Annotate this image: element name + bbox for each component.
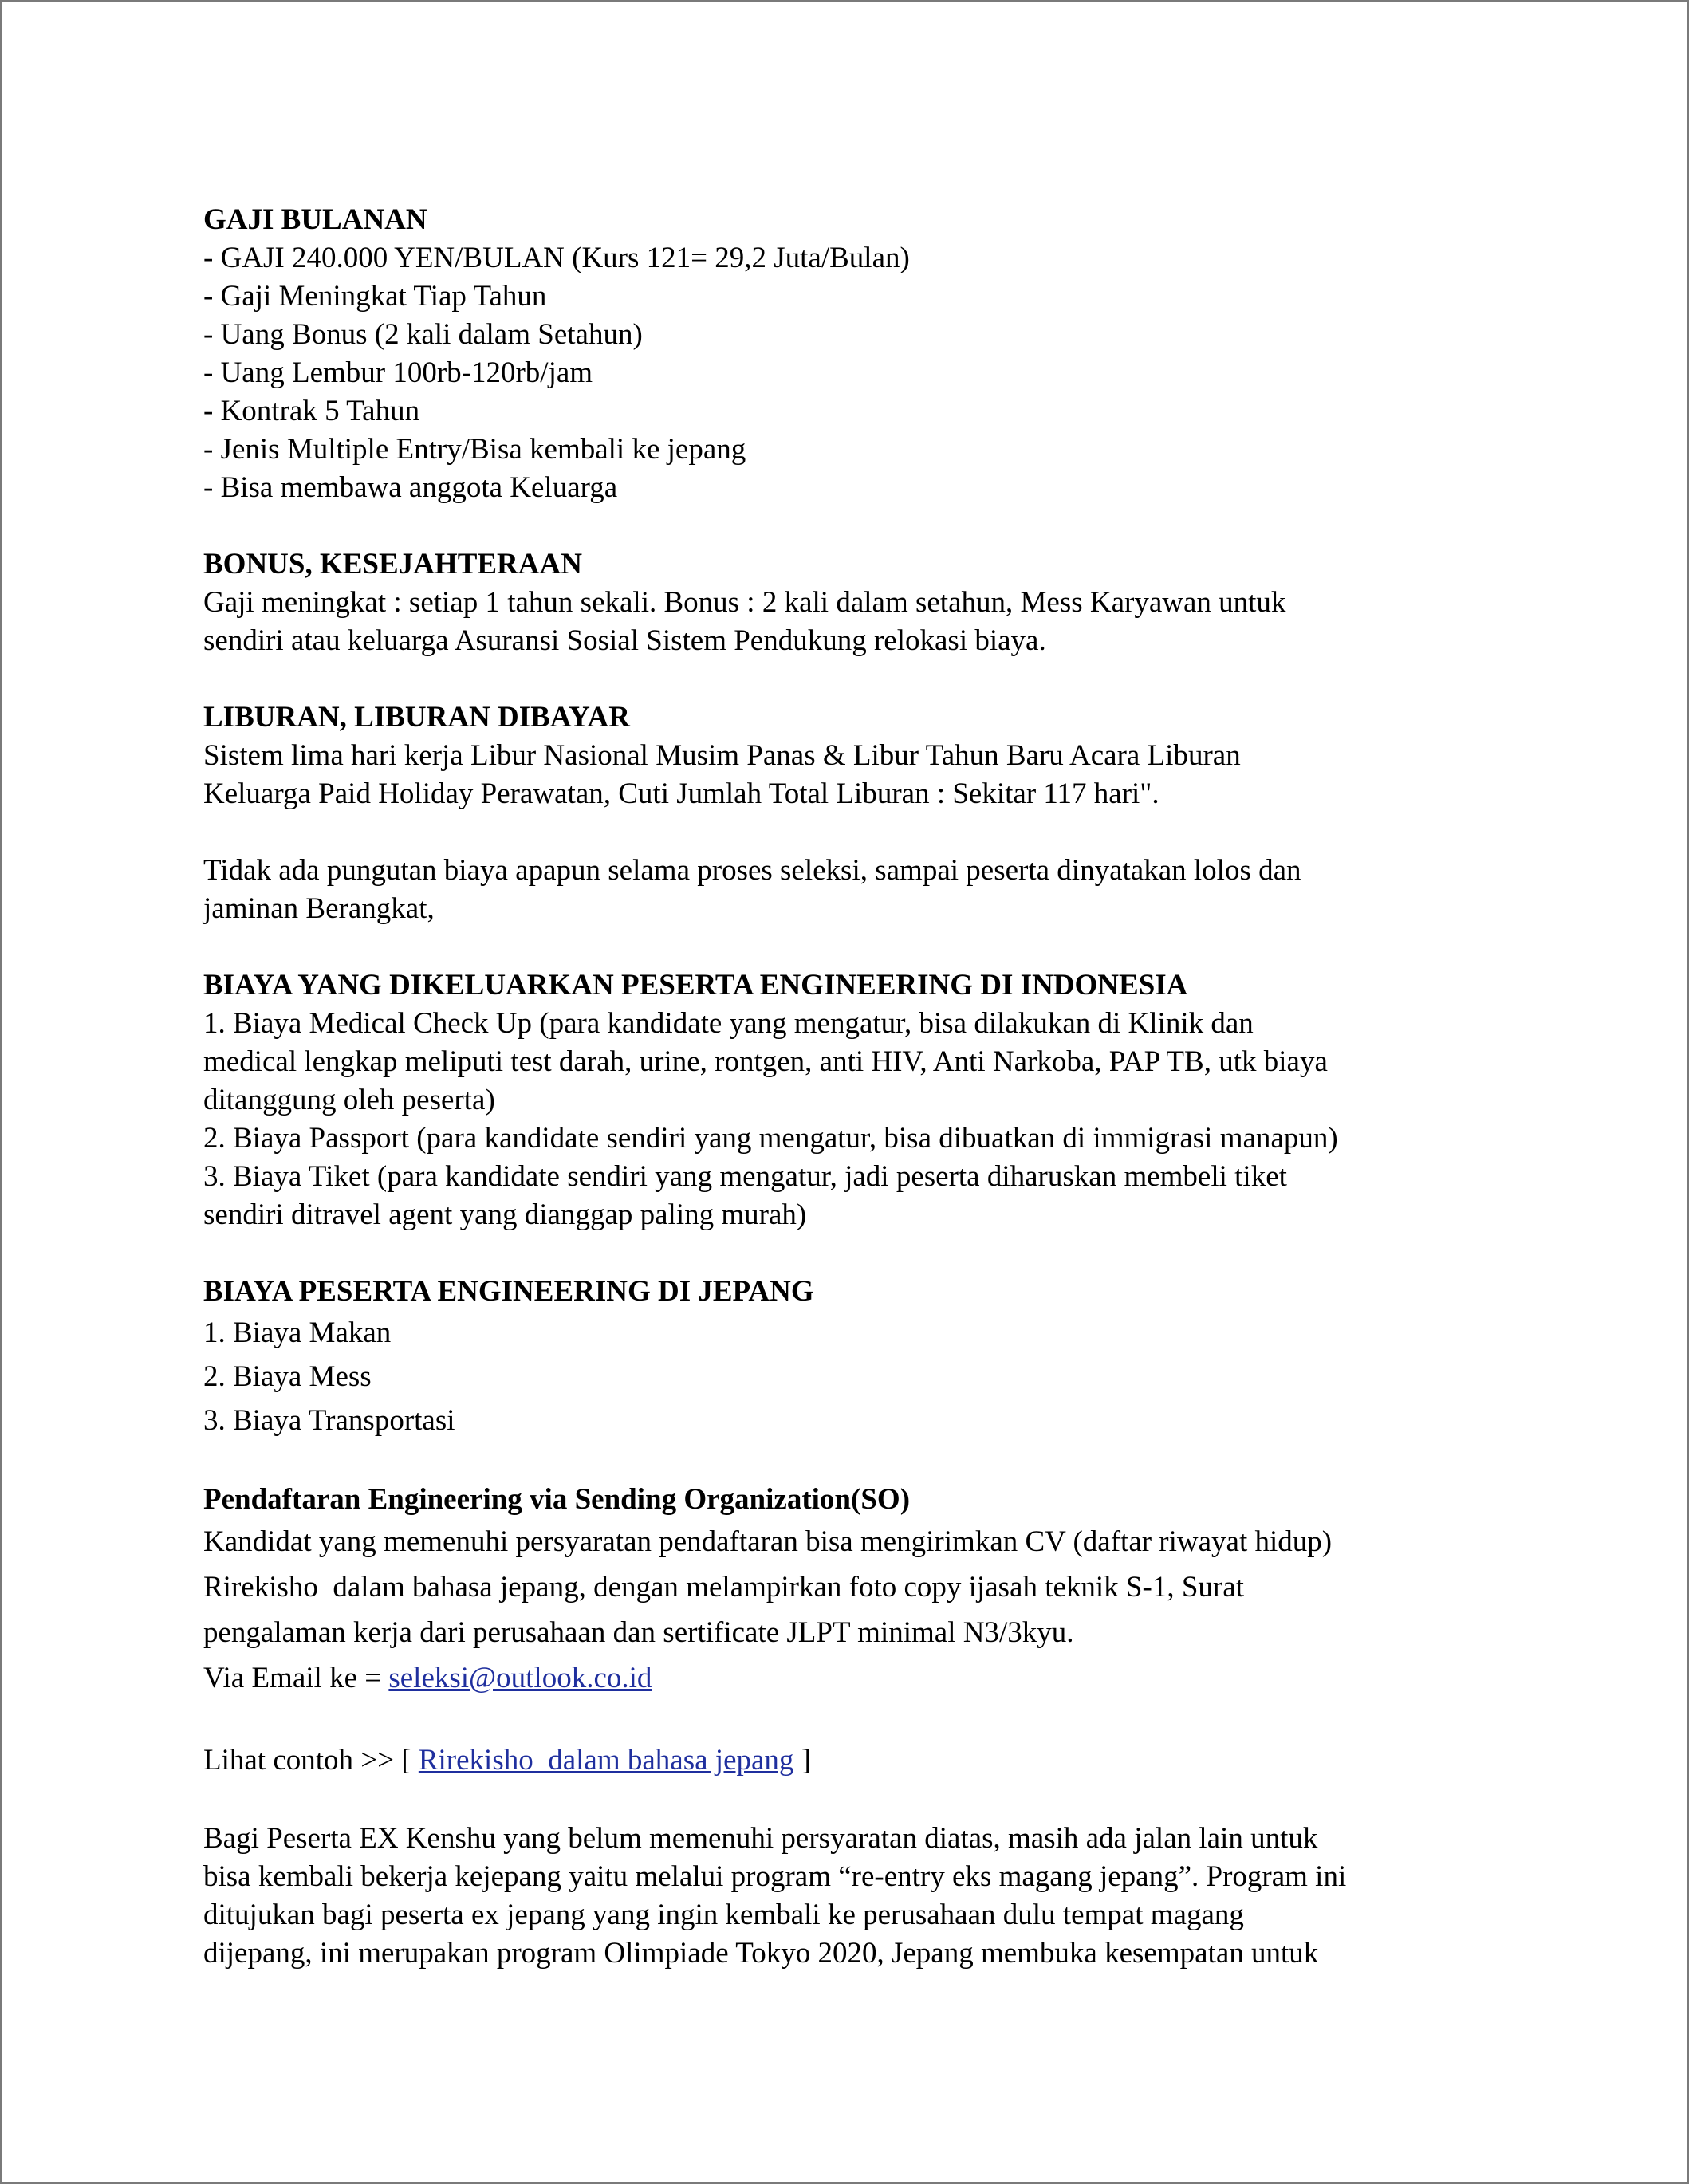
- section-biaya-indonesia: [203, 966, 1511, 1234]
- list-item: 2. Biaya Mess: [203, 1360, 372, 1393]
- contoh-prefix: Lihat contoh >> [: [203, 1744, 419, 1777]
- heading-biaya-jepang: BIAYA PESERTA ENGINEERING DI JEPANG: [203, 1275, 814, 1308]
- text-line: Kandidat yang memenuhi persyaratan pendaftaran bisa mengirimkan CV (daftar riwayat hidup): [203, 1525, 1333, 1558]
- contoh-line: [203, 1737, 1511, 1783]
- paragraph-contoh: [203, 1737, 1511, 1783]
- list-gaji: [203, 239, 1511, 507]
- list-item: - Jenis Multiple Entry/Bisa kembali ke jepang: [203, 433, 746, 466]
- list-item: medical lengkap meliputi test darah, urine, rontgen, anti HIV, Anti Narkoba, PAP TB, utk biaya: [203, 1045, 1328, 1078]
- text-line: dijepang, ini merupakan program Olimpiade Tokyo 2020, Jepang membuka kesempatan untuk: [203, 1937, 1319, 1970]
- list-biaya-indonesia: [203, 1005, 1511, 1234]
- text-line: ditujukan bagi peserta ex jepang yang ingin kembali ke perusahaan dulu tempat magang: [203, 1899, 1244, 1931]
- section-pendaftaran: [203, 1481, 1511, 1701]
- text-line: pengalaman kerja dari perusahaan dan sertificate JLPT minimal N3/3kyu.: [203, 1616, 1074, 1649]
- email-prefix: Via Email ke =: [203, 1662, 389, 1694]
- list-item: - Uang Lembur 100rb-120rb/jam: [203, 356, 593, 389]
- section-biaya-jepang: [203, 1273, 1511, 1442]
- list-item: sendiri ditravel agent yang dianggap paling murah): [203, 1198, 807, 1231]
- section-pungutan: [203, 852, 1511, 928]
- paragraph-pendaftaran: [203, 1519, 1511, 1701]
- section-liburan: [203, 698, 1511, 813]
- list-item: ditanggung oleh peserta): [203, 1084, 495, 1116]
- heading-gaji: GAJI BULANAN: [203, 203, 427, 236]
- heading-pendaftaran: Pendaftaran Engineering via Sending Organization(SO): [203, 1483, 911, 1516]
- list-item: 1. Biaya Makan: [203, 1316, 392, 1349]
- text-line: sendiri atau keluarga Asuransi Sosial Sistem Pendukung relokasi biaya.: [203, 624, 1046, 657]
- list-item: 3. Biaya Tiket (para kandidate sendiri yang mengatur, jadi peserta diharuskan membeli tiket: [203, 1160, 1287, 1193]
- text-line: Bagi Peserta EX Kenshu yang belum memenuhi persyaratan diatas, masih ada jalan lain untuk: [203, 1822, 1318, 1855]
- list-item: - Bisa membawa anggota Keluarga: [203, 471, 618, 504]
- text-line: Tidak ada pungutan biaya apapun selama proses seleksi, sampai peserta dinyatakan lolos dan: [203, 854, 1301, 887]
- list-item: 2. Biaya Passport (para kandidate sendiri yang mengatur, bisa dibuatkan di immigrasi manapun): [203, 1122, 1338, 1155]
- list-item: - GAJI 240.000 YEN/BULAN (Kurs 121= 29,2 Juta/Bulan): [203, 242, 910, 274]
- list-item: 3. Biaya Transportasi: [203, 1404, 455, 1437]
- list-biaya-jepang: [203, 1311, 1511, 1442]
- section-kenshu: [203, 1820, 1511, 1973]
- section-bonus: [203, 545, 1511, 660]
- paragraph-kenshu: [203, 1820, 1511, 1973]
- text-line: bisa kembali bekerja kejepang yaitu melalui program “re-entry eks magang jepang”. Program ini: [203, 1860, 1347, 1893]
- text-line: Rirekisho dalam bahasa jepang, dengan melampirkan foto copy ijasah teknik S-1, Surat: [203, 1571, 1244, 1604]
- email-link[interactable]: seleksi@outlook.co.id: [388, 1662, 652, 1694]
- list-item: - Kontrak 5 Tahun: [203, 395, 420, 427]
- list-item: 1. Biaya Medical Check Up (para kandidate yang mengatur, bisa dilakukan di Klinik dan: [203, 1007, 1254, 1040]
- heading-bonus: BONUS, KESEJAHTERAAN: [203, 548, 582, 580]
- heading-biaya-indonesia: BIAYA YANG DIKELUARKAN PESERTA ENGINEERING DI INDONESIA: [203, 969, 1188, 1001]
- text-line: Gaji meningkat : setiap 1 tahun sekali. Bonus : 2 kali dalam setahun, Mess Karyawan untuk: [203, 586, 1286, 619]
- text-line: Sistem lima hari kerja Libur Nasional Musim Panas & Libur Tahun Baru Acara Liburan: [203, 739, 1241, 772]
- text-line: Keluarga Paid Holiday Perawatan, Cuti Jumlah Total Liburan : Sekitar 117 hari".: [203, 777, 1159, 810]
- email-line: [203, 1655, 1511, 1701]
- rirekisho-link[interactable]: Rirekisho dalam bahasa jepang: [418, 1744, 794, 1777]
- paragraph-bonus: [203, 584, 1511, 660]
- paragraph-liburan: [203, 737, 1511, 813]
- section-gaji: [203, 201, 1511, 507]
- text-line: jaminan Berangkat,: [203, 892, 435, 925]
- contoh-suffix: ]: [793, 1744, 811, 1777]
- section-contoh: [203, 1737, 1511, 1783]
- list-item: - Uang Bonus (2 kali dalam Setahun): [203, 318, 643, 351]
- list-item: - Gaji Meningkat Tiap Tahun: [203, 280, 547, 313]
- heading-liburan: LIBURAN, LIBURAN DIBAYAR: [203, 701, 630, 734]
- paragraph-pungutan: [203, 852, 1511, 928]
- document-body: [203, 201, 1511, 1973]
